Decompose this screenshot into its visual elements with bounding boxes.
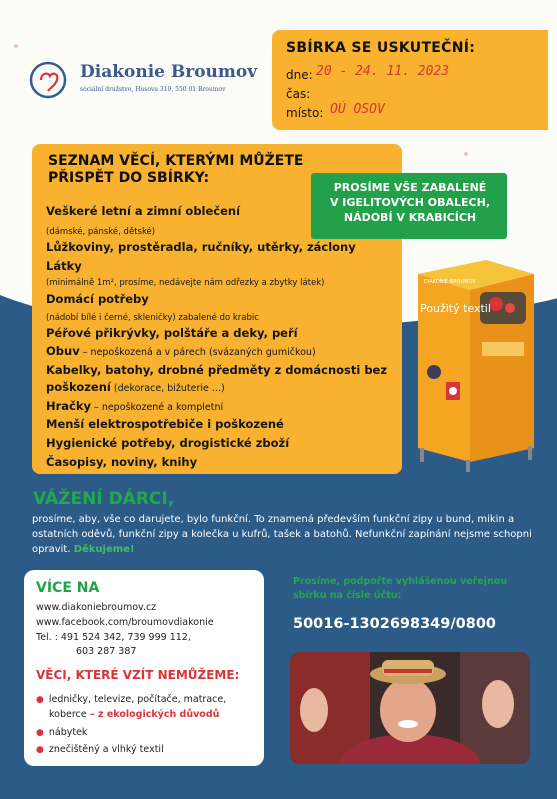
list-item <box>46 455 197 469</box>
cannot-item-1-cont <box>49 709 219 720</box>
container-label: Použitý textil <box>420 302 491 315</box>
list-title-line1: SEZNAM VĚCÍ, KTERÝMI MŮŽETE <box>48 153 304 169</box>
bullet-icon: ● <box>36 745 44 755</box>
decorative-dot <box>464 152 468 156</box>
decorative-dot <box>14 44 18 48</box>
bullet-icon: ● <box>36 695 44 705</box>
list-item-title: Domácí potřeby <box>46 292 149 306</box>
list-item <box>46 399 223 413</box>
list-item <box>46 275 324 288</box>
textile-container-illustration <box>410 252 540 472</box>
bullet-icon: ● <box>36 728 44 738</box>
facebook-link[interactable]: www.facebook.com/broumovdiakonie <box>36 617 214 628</box>
list-item <box>46 380 225 394</box>
list-item-title: Lůžkoviny, prostěradla, ručníky, utěrky, záclony <box>46 240 356 254</box>
list-item-title: Hračky <box>46 399 92 413</box>
cannot-take-title: VĚCI, KTERÉ VZÍT NEMŮŽEME: <box>36 668 240 682</box>
list-item-note: (minimálně 1m², prosíme, nedávejte nám odřezky a zbytky látek) <box>46 278 325 288</box>
phone-numbers-2: 603 287 387 <box>76 646 137 657</box>
volunteer-photo <box>290 652 530 764</box>
donors-message <box>32 512 532 557</box>
account-label: Prosíme, podpořte vyhlášenou veřejnou sbírku na čísle účtu: <box>293 576 508 601</box>
cannot-item-1-plain: koberce <box>49 709 87 720</box>
list-item-title: Obuv <box>46 344 80 358</box>
phone-numbers: Tel. : 491 524 342, 739 999 112, <box>36 632 191 643</box>
event-place-value: OÚ OSOV <box>330 102 385 117</box>
cannot-item-1 <box>36 694 226 705</box>
packaging-note-line2: V IGELITOVÝCH OBALECH, <box>329 196 491 209</box>
list-item-note: – nepoškozená a v párech (svázaných gumičkou) <box>79 347 316 358</box>
event-date-value: 20 - 24. 11. 2023 <box>316 64 450 79</box>
list-title-line2: PŘISPĚT DO SBÍRKY: <box>48 170 210 186</box>
cannot-item-1-text: ledničky, televize, počítače, matrace, <box>48 694 227 705</box>
container-brand: DIAKONIE BROUMOV <box>424 279 476 285</box>
list-item <box>46 417 284 431</box>
list-item-title: Časopisy, noviny, knihy <box>46 455 198 469</box>
organization-name: Diakonie Broumov <box>80 62 258 82</box>
list-item <box>46 310 259 323</box>
packaging-note-line3: NÁDOBÍ V KRABICÍCH <box>343 211 477 224</box>
organization-address: sociální družstvo, Husova 319, 550 01 Broumov <box>80 86 226 93</box>
cannot-item-3 <box>36 744 164 755</box>
event-place-label: místo: <box>286 106 324 120</box>
packaging-note <box>318 180 502 225</box>
event-title: SBÍRKA SE USKUTEČNÍ: <box>286 40 476 56</box>
list-item-title: Péřové přikrývky, polštáře a deky, peří <box>46 326 298 340</box>
cannot-item-3-text: znečištěný a vlhký textil <box>48 744 164 755</box>
list-item <box>46 204 240 218</box>
list-item-note: – nepoškozené a kompletní <box>91 402 224 413</box>
list-item <box>46 436 289 450</box>
list-item <box>46 363 387 377</box>
list-item <box>46 344 316 358</box>
list-item-title: Veškeré letní a zimní oblečení <box>46 204 241 218</box>
diakonie-logo-icon <box>28 60 68 100</box>
contacts-title: VÍCE NA <box>36 580 100 596</box>
list-item-note: (nádobí bílé i černé, skleničky) zabalené do krabic <box>46 313 259 323</box>
packaging-note-line1: PROSÍME VŠE ZABALENÉ <box>333 181 487 194</box>
event-time-label: čas: <box>286 87 311 101</box>
list-item-title: Kabelky, batohy, drobné předměty z domácnosti bez <box>46 363 388 377</box>
donors-text: prosíme, aby, vše co darujete, bylo funkční. To znamená především funkční zipy u bund, mikin a ostatních oděvů, funkční zipy a kolečka u kufrů, tašek a batohů. Nefunkční zapínání nejsme schopni opravit. <box>32 514 532 555</box>
list-item-title: Látky <box>46 259 82 273</box>
list-item-note: (dámské, pánské, dětské) <box>46 227 156 237</box>
donors-thanks: Děkujeme! <box>73 544 135 555</box>
list-item <box>46 292 149 306</box>
cannot-item-2-text: nábytek <box>48 727 88 738</box>
list-item-title: Hygienické potřeby, drogistické zboží <box>46 436 290 450</box>
list-item <box>46 259 82 273</box>
list-item <box>46 224 155 237</box>
list-item-title: Menší elektrospotřebiče i poškozené <box>46 417 284 431</box>
list-item <box>46 240 356 254</box>
cannot-item-2 <box>36 727 87 738</box>
event-date-label: dne: <box>286 68 313 82</box>
list-item-note: (dekorace, bižuterie ...) <box>110 383 225 394</box>
cannot-item-1-reason: – z ekologických důvodů <box>86 709 220 720</box>
website-link[interactable]: www.diakoniebroumov.cz <box>36 602 157 613</box>
list-item <box>46 326 298 340</box>
donors-title: VÁŽENÍ DÁRCI, <box>33 489 175 509</box>
account-number: 50016-1302698349/0800 <box>293 616 497 632</box>
list-item-title: poškození <box>46 380 111 394</box>
list-title <box>48 153 348 187</box>
